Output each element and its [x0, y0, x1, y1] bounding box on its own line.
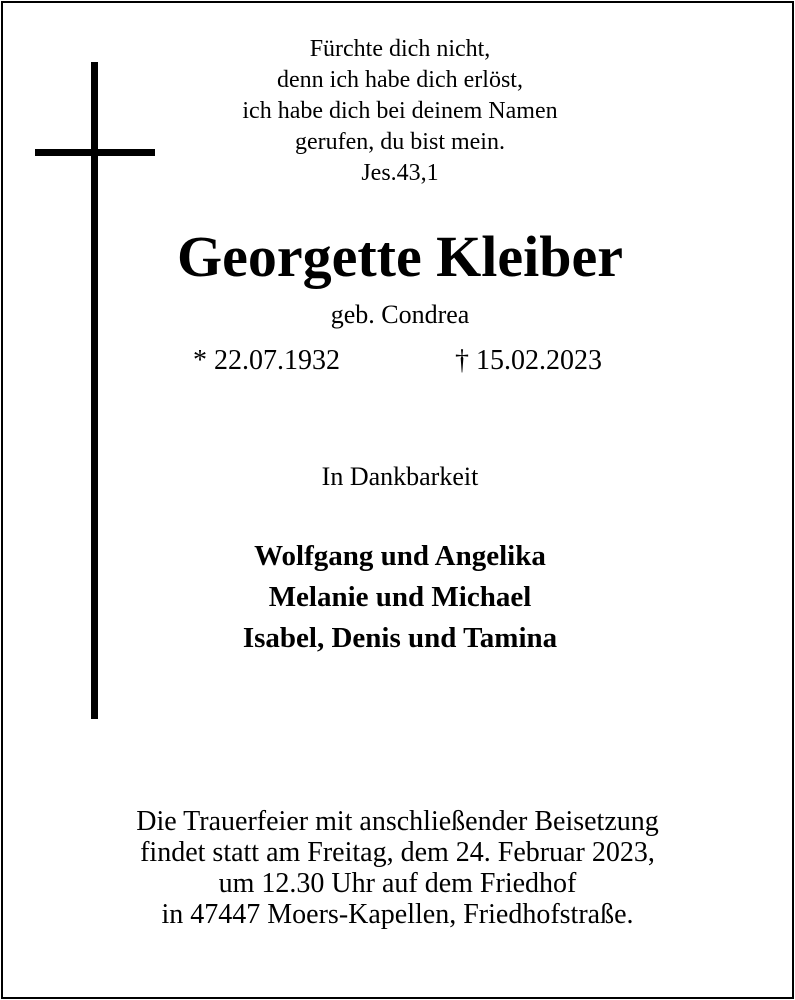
family-line: Isabel, Denis und Tamina [242, 622, 558, 654]
cross-vertical-bar [91, 62, 98, 719]
death-date: † 15.02.2023 [455, 345, 602, 376]
verse-line: gerufen, du bist mein. [295, 129, 505, 155]
service-line: in 47447 Moers-Kapellen, Friedhofstraße. [161, 899, 634, 930]
deceased-name: Georgette Kleiber [176, 224, 624, 289]
service-line: findet statt am Freitag, dem 24. Februar 2023, [140, 837, 655, 868]
family-line: Melanie und Michael [268, 581, 532, 613]
verse-line: ich habe dich bei deinem Namen [242, 98, 558, 124]
bible-verse [150, 34, 650, 189]
cross-horizontal-bar [35, 149, 155, 156]
family-names [100, 536, 700, 659]
family-line: Wolfgang und Angelika [254, 540, 546, 572]
funeral-service-info [40, 806, 755, 930]
service-line: um 12.30 Uhr auf dem Friedhof [218, 868, 577, 899]
verse-line: denn ich habe dich erlöst, [277, 67, 523, 93]
verse-reference: Jes.43,1 [361, 160, 439, 186]
service-line: Die Trauerfeier mit anschließender Beisetzung [136, 806, 659, 837]
maiden-name: geb. Condrea [330, 300, 470, 329]
birth-date: * 22.07.1932 [193, 345, 340, 376]
gratitude-line: In Dankbarkeit [321, 462, 479, 491]
verse-line: Fürchte dich nicht, [309, 36, 491, 62]
